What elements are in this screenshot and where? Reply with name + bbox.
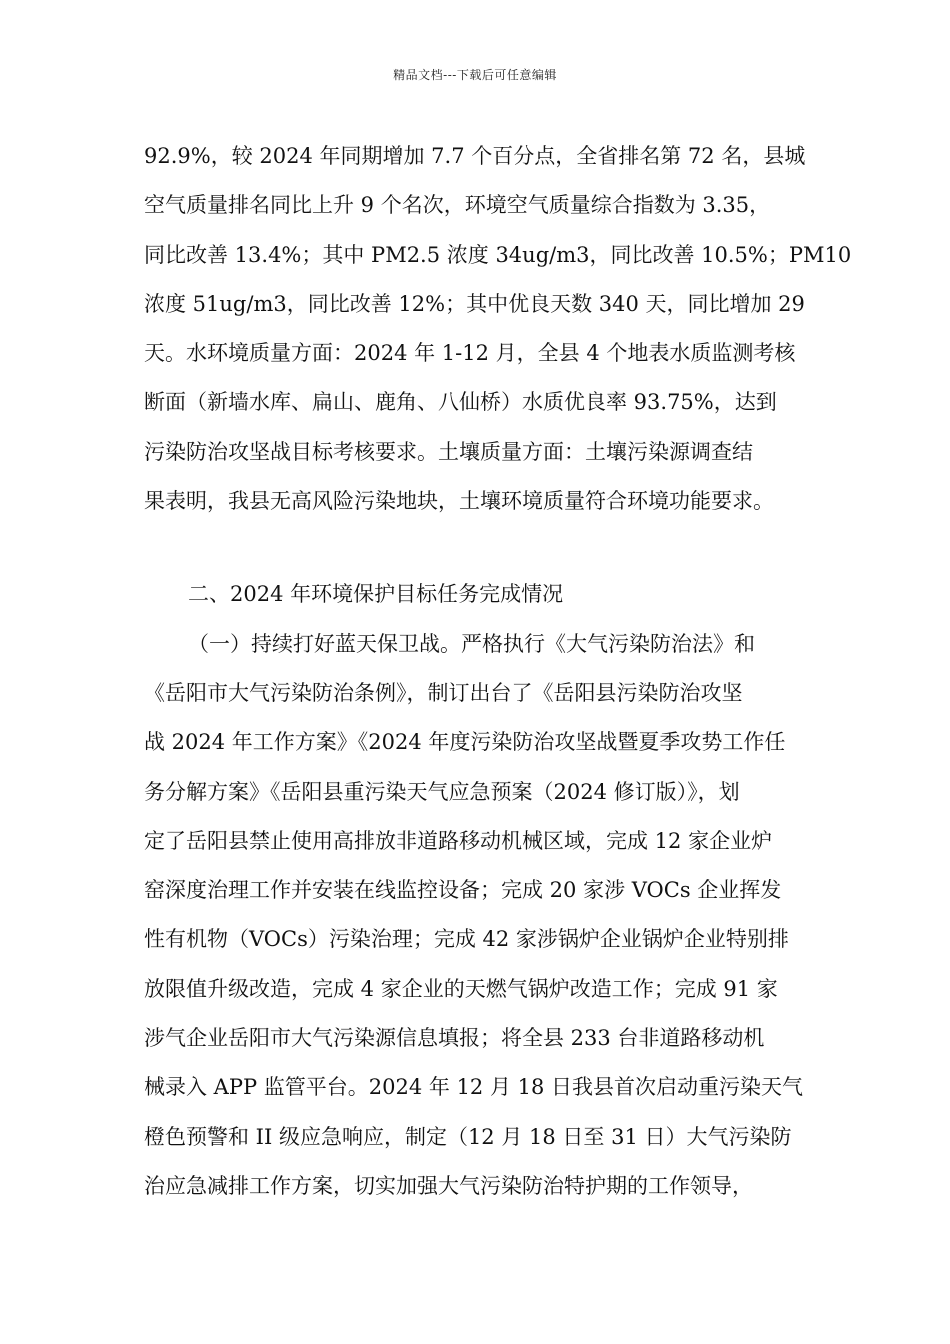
text-line: 放限值升级改造，完成 4 家企业的天燃气锅炉改造工作；完成 91 家 [144, 976, 778, 1001]
text-line: 空气质量排名同比上升 9 个名次，环境空气质量综合指数为 3.35， [144, 193, 771, 218]
paragraph-spacer [144, 526, 834, 570]
text-line: 《岳阳市大气污染防治条例》，制订出台了《岳阳县污染防治攻坚 [144, 680, 743, 705]
text-line: 性有机物（VOCs）污染治理；完成 42 家涉锅炉企业锅炉企业特别排 [144, 927, 789, 952]
text-line: 定了岳阳县禁止使用高排放非道路移动机械区域，完成 12 家企业炉 [144, 828, 773, 853]
document-body [144, 132, 852, 1211]
paragraph-blue-sky-campaign [144, 620, 834, 1212]
text-line: 械录入 APP 监管平台。2024 年 12 月 18 日我县首次启动重污染天气 [144, 1075, 804, 1100]
text-line: 务分解方案》《岳阳县重污染天气应急预案（2024 修订版）》，划 [144, 779, 740, 804]
section-heading: 二、2024 年环境保护目标任务完成情况 [188, 582, 564, 607]
text-line: 92.9%，较 2024 年同期增加 7.7 个百分点，全省排名第 72 名，县城 [144, 144, 806, 168]
text-line: 污染防治攻坚战目标考核要求。土壤质量方面：土壤污染源调查结 [144, 439, 753, 464]
text-line: 同比改善 13.4%；其中 PM2.5 浓度 34ug/m3，同比改善 10.5%；PM10 [144, 242, 852, 267]
text-line: 橙色预警和 II 级应急响应，制定（12 月 18 日至 31 日）大气污染防 [144, 1124, 792, 1149]
text-line: 果表明，我县无高风险污染地块，土壤环境质量符合环境功能要求。 [144, 489, 774, 514]
text-line: 断面（新墙水库、扁山、鹿角、八仙桥）水质优良率 93.75%，达到 [144, 390, 777, 415]
page-header: 精品文档---下载后可任意编辑 [393, 68, 557, 82]
paragraph-air-water-soil-quality [144, 132, 852, 526]
text-line: 浓度 51ug/m3，同比改善 12%；其中优良天数 340 天，同比增加 29 [144, 291, 805, 316]
text-line: 战 2024 年工作方案》《2024 年度污染防治攻坚战暨夏季攻势工作任 [144, 730, 786, 755]
text-line: （一）持续打好蓝天保卫战。严格执行《大气污染防治法》和 [188, 631, 755, 656]
text-line: 窑深度治理工作并安装在线监控设备；完成 20 家涉 VOCs 企业挥发 [144, 878, 782, 903]
text-line: 天。水环境质量方面：2024 年 1-12 月，全县 4 个地表水质监测考核 [144, 341, 796, 366]
text-line: 治应急减排工作方案，切实加强大气污染防治特护期的工作领导， [144, 1173, 753, 1198]
text-line: 涉气企业岳阳市大气污染源信息填报；将全县 233 台非道路移动机 [144, 1026, 765, 1051]
